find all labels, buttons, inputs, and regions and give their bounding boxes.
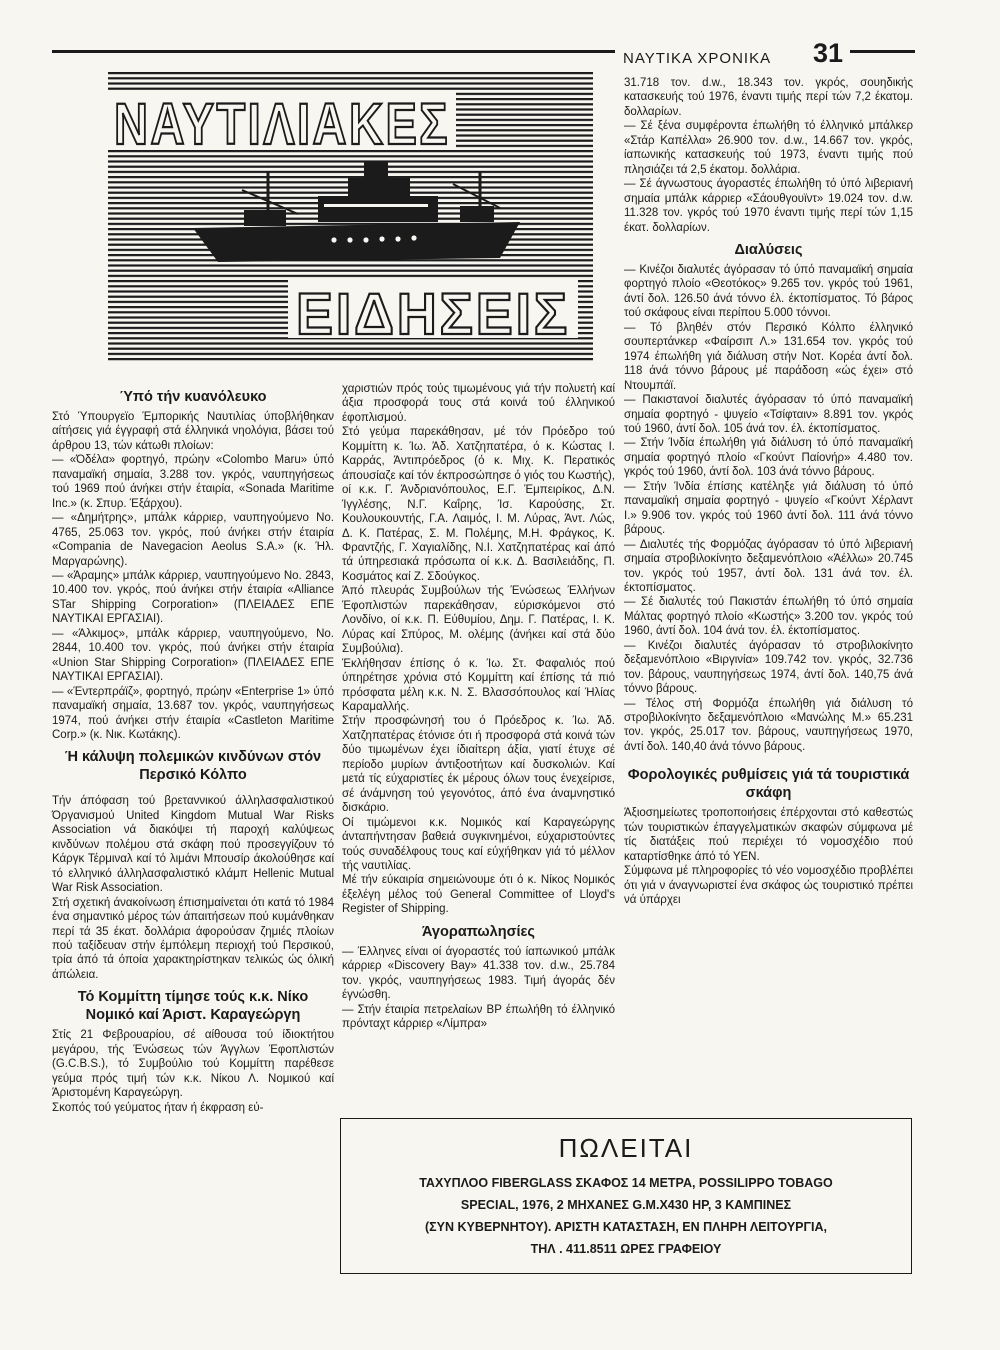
paragraph: — Στήν Ίνδία έπίσης κατέληξε γιά διάλυση τό ύπό παναμαϊκή σημαία φορτηγό - ψυγείο «Γκούντ Χέρλαντ Ι.» 9.906 τον. γκρός τού 1960 άντί δολ. 111 άνά τόννο βάρους. (624, 480, 913, 537)
paragraph: — Τέλος στή Φορμόζα έπωλήθη γιά διάλυση τό στροβιλοκίνητο δεξαμενόπλοιο «Μανώλης Μ.» 65.231 τον. γκρός, 25.017 τον. βάρους, ναυπηγήσεως 1970, άντί δολ. 140,40 άνά τόννο βάρους. (624, 697, 913, 753)
headline-war-risk-cover: Ή κάλυψη πολεμικών κινδύνων στόν Περσικό Κόλπο (64, 749, 322, 784)
paragraph: — «Άραμης» μπάλκ κάρριερ, ναυπηγούμενο Νο. 2843, 10.400 τον. γκρός, πού άνήκει στήν έταιρία «Alliance STar Shipping Corporation» (ΠΛΕΙΑΔΕΣ ΕΠΕ ΝΑΥΤΙΚΑΙ ΕΡΓΑΣΙΑΙ). (52, 569, 334, 626)
article-column-1 (52, 382, 334, 1115)
paragraph: 31.718 τον. d.w., 18.343 τον. γκρός, σουηδικής κατασκευής τού 1976, έναντι τιμής περί τών 7,2 έκατομ. δολλαρίων. (624, 77, 913, 118)
paragraph: — Κινέζοι διαλυτές άγόρασαν τό στροβιλοκίνητο δεξαμενόπλοιο «Βιργινία» 109.742 τον. γκρός, 32.736 τον. βάρους, ναυπηγήσεως 1974, άντί δολ. 140,75 άνά τόννο βάρους. (624, 639, 913, 696)
paragraph: — «Άλκιμος», μπάλκ κάρριερ, ναυπηγούμενο, Νο. 2844, 10.400 τον. γκρός, πού άνήκει στήν έταιρία «Union Star Shipping Corporation» (ΠΛΕΙΑΔΕΣ ΕΠΕ ΝΑΥΤΙΚΑΙ ΕΡΓΑΣΙΑΙ). (52, 627, 334, 684)
paragraph: Άξιοσημείωτες τροποποιήσεις έπέρχονται στό καθεστώς τών τουριστικών έπαγγελματικών σκαφών σύμφωνα μέ τίς διατάξεις πού περιέχει τό νομοσχέδιο πού καταρτίσθηκε άπό τό ΥΕΝ. (624, 807, 913, 863)
headline-committee-honours: Τό Κομμίττη τίμησε τούς κ.κ. Νίκο Νομικό καί Άριστ. Καραγεώργη (77, 989, 309, 1024)
paragraph: — Στήν Ίνδία έπωλήθη γιά διάλυση τό ύπό παναμαϊκή σημαία φορτηγό πλοίο «Γκούντ Παίονήρ» 4.480 τον. γκρός τού 1960, άντί δολ. 103 άνά τόννο βάρους. (624, 437, 913, 479)
paragraph: Οί τιμώμενοι κ.κ. Νομικός καί Καραγεώργης άνταπήντησαν βαθειά συγκινημένοι, εύχαριστούντες τούς συναδέλφους τους καί εύχήθηκαν γιά τό μέλλον τής ναυτιλίας. (342, 816, 615, 872)
article-column-3 (624, 76, 913, 908)
paragraph: Στήν προσφώνησή του ό Πρόεδρος κ. Ίω. Άδ. Χατζηπατέρας έτόνισε ότι ή προσφορά στά κοινά τών δύο τιμωμένων έχει ίδιαίτερη άξία, γιατί έτυχε σέ περίοδο μυρίων άντιξοοτήτων καί δυσκολιών. Καί μετά τίς εύχαριστίες έκ μέρους όλων τους ένεχείρισε, σέ άνάμνηση τού γεγονότος, άπό ένα άναμνηστικό δισκάριο. (342, 715, 615, 815)
for-sale-advertisement (340, 1118, 912, 1274)
paragraph: — Διαλυτές τής Φορμόζας άγόρασαν τό ύπό λιβεριανή σημαία στροβιλοκίνητο δεξαμενόπλοιο «Άέλλω» 20.745 τον. γκρός τού 1957, άντί δολ. 131 άνά τον. έλ. έκτοπίσματος. (624, 538, 913, 594)
paragraph: Έκλήθησαν έπίσης ό κ. Ίω. Στ. Φαφαλιός πού ύπηρέτησε χρόνια στό Κομμίττη καί έπίσης τά πιό πρόσφατα μέλη κ.κ. Ν. Σ. Βλασσόπουλος καί Ήλίας Καραμαλλής. (342, 657, 615, 713)
paragraph: Στή σχετική άνακοίνωση έπισημαίνεται ότι κατά τό 1984 ένα σημαντικό μέρος τών άπαιτήσεων πού κυμάνθηκαν περί τά 35 έκατ. δολλάρια άφορούσαν ζημιές πλοίων πού ταξίδευαν στήν έμπόλεμη περιοχή τού Περσικού, τρία άπό τά όποία χαρακτηρίστηκαν τελικώς ώς όλική άπώλεια. (52, 896, 334, 981)
logo-bottom-word: ΕΙΔΗΣΕΙΣ (296, 282, 570, 347)
paragraph: Τήν άπόφαση τού βρεταννικού άλληλασφαλιστικού Όργανισμού United Kingdom Mutual War Risks Association νά διακόψει τή παροχή καλύψεως κινδύνων πολέμου στά σκάφη πού προσεγγίζουν τό Κάργκ Τέρμιναλ καί τό λιμάνι Μπουσίρ άκολούθησε καί τό ελληνικό άλληλασφαλιστικό κλάμπ Hellenic Mutual War Risk Association. (52, 795, 334, 895)
paragraph: Στό Ύπουργεϊο Έμπορικής Ναυτιλίας ύποβλήθηκαν αίτήσεις γιά έγγραφή στά έλληνικά νηολόγια, βάσει τού άρθρου 13, τών κάτωθι πλοίων: (52, 411, 334, 452)
paragraph: Στίς 21 Φεβρουαρίου, σέ αίθουσα τού ίδιοκτήτου μεγάρου, τής Ένώσεως τών Άγγλων Έφοπλιστών (G.C.B.S.), τό Συμβούλιο τού Κομμίττη παρέθεσε γεύμα πρός τιμή τών κ.κ. Νίκου Λ. Νομικού καί Άριστομένη Καραγεώργη. (52, 1029, 334, 1100)
paragraph: Σύμφωνα μέ πληροφορίες τό νέο νομοσχέδιο προβλέπει ότι γιά ν άναγνωριστεί ένα σκάφος ώς τουριστικό πρέπει νά ύπάρχει (624, 865, 913, 907)
paragraph: Στό γεύμα παρεκάθησαν, μέ τόν Πρόεδρο τού Κομμίττη κ. Ίω. Άδ. Χατζηπατέρα, ό κ. Κώστας Ι. Καρράς, Άντιπρόεδρος (ό κ. Μιχ. Κ. Περατικός άπουσίαζε καί τόν έκπροσώπησε ό γιός του Κωστής), οί κ.κ. Γ. Άνδριανόπουλος, Ε.Γ. Έμπειρίκος, Δ.Ν. Ίγγλέσης, Ν.Γ. Καΐρης, Ίσ. Καρούσης, Στ. Κουλουκουντής, Γ.Α. Λαιμός, Ι. Μ. Λύρας, Άντ. Λώς, Δ. Κ. Πατέρας, Σ. Μ. Πολέμης, Μ.Η. Φράγκος, Κ. Φραντζής, Γ. Χαγιαλίδης, Ν.Ι. Χατζηπατέρας καί άπό τά ύπηρεσιακά πρόσωπα οί κ.κ. Δ. Βασιλειάδης, Π. Κοσμάτος καί Ζ. Σδούγκος. (342, 426, 615, 583)
header-rule-left (52, 50, 615, 53)
headline-tax-regulations: Φορολογικές ρυθμίσεις γιά τά τουριστικά σκάφη (627, 767, 910, 802)
paragraph: — Σέ ξένα συμφέροντα έπωλήθη τό έλληνικό μπάλκερ «Στάρ Καπέλλα» 26.900 τον. d.w., 14.667 τον. γκρός, ίαπωνικής κατασκευής τού 1973, έναντι τιμής πού πλησιάζει τά 2,5 έκατομ. δολλάρια. (624, 120, 913, 176)
paragraph: — Πακιστανοί διαλυτές άγόρασαν τό ύπό παναμαϊκή σημαία φορτηγό - ψυγείο «Τσίφταιν» 8.891 τον. γκρός τού 1960, άντί δολ. 105 άνά τον. έλ. έκτοπίσματος. (624, 394, 913, 435)
header-rule-right (850, 50, 915, 53)
paragraph: Άπό πλευράς Συμβούλων τής Ένώσεως Έλλήνων Έφοπλιστών παρεκάθησαν, εύρισκόμενοι στό Λονδίνο, οί κ.κ. Π. Εύθυμίου, Δημ. Γ. Πατέρας, Ι. Κ. Λύρας καί Σπύρος, Μ. ολέμης (άνήκει καί στά δύο Συμβούλια). (342, 585, 615, 656)
ad-phone: ΤΗΛ . 411.8511 ΩΡΕΣ ΓΡΑΦΕΙΟΥ (530, 1242, 722, 1256)
ad-line: SPECIAL, 1976, 2 ΜΗΧΑΝΕΣ G.M.X430 HP, 3 ΚΑΜΠΙΝΕΣ (460, 1198, 792, 1212)
paragraph: Μέ τήν εύκαιρία σημειώνουμε ότι ό κ. Νίκος Νομικός έξελέγη μέλος τού General Committee of Lloyd's Register of Shipping. (342, 874, 615, 916)
ad-line: (ΣΥΝ ΚΥΒΕΡΝΗΤΟΥ). ΑΡΙΣΤΗ ΚΑΤΑΣΤΑΣΗ, ΕΝ ΠΛΗΡΗ ΛΕΙΤΟΥΡΓΙΑ, (424, 1220, 828, 1234)
logo-top-word: ΝΑΥΤΙΛΙΑΚΕΣ (114, 92, 450, 157)
page-number: 31 (813, 38, 844, 68)
paragraph: Σκοπός τού γεύματος ήταν ή έκφραση εύ- (52, 1101, 264, 1114)
ad-line: ΤΑΧΥΠΛΟΟ FIBERGLASS ΣΚΑΦΟΣ 14 ΜΕΤΡΑ, POSSILIPPO TOBAGO (419, 1176, 833, 1190)
paragraph: — «Όδέλα» φορτηγό, πρώην «Colombo Maru» ύπό παναμαϊκή σημαία, 3.288 τον. γκρός, ναυπηγήσεως τού 1969 πού άνήκει στήν έταιρία, «Sonada Maritime Inc.» (κ. Σπυρ. Έξάρχου). (52, 454, 334, 510)
paragraph: — Σέ άγνωστους άγοραστές έπωλήθη τό ύπό λιβεριανή σημαία μπάλκ κάρριερ «Σάουθγουϊντ» 19.024 τον. d.w. 11.328 τον. γκρός τού 1970 έναντι τιμής περί τών 1,15 έκατ. δολλαρίων. (624, 178, 913, 234)
paragraph: — Στήν έταιρία πετρελαίων ΒΡ έπωλήθη τό έλληνικό πρόνταχτ κάρριερ «Λίμπρα» (342, 1003, 615, 1031)
paragraph: — «Δημήτρης», μπάλκ κάρριερ, ναυπηγούμενο Νο. 4765, 25.063 τον. γκρός, πού άνήκει στήν έταιρία «Compania de Navegacion Aeolus S.A.» (κ. Ήλ. Μαργαρώνης). (52, 512, 334, 568)
headline-blue-white-flag: Ύπό τήν κυανόλευκο (119, 389, 267, 405)
ad-title: ΠΩΛΕΙΤΑΙ (558, 1133, 694, 1163)
article-column-2 (342, 382, 615, 1031)
header-section-title: ΝΑΥΤΙΚΑ ΧΡΟΝΙΚΑ (623, 50, 772, 67)
paragraph: — «Έντερπράϊζ», φορτηγό, πρώην «Enterprise 1» ύπό παναμαϊκή σημαία, 13.687 τον. γκρός, ναυπηγήσεως 1974, πού άνήκει στήν έταιρία «Castleton Maritime Corp.» (κ. Νικ. Κωτάκης). (52, 685, 334, 741)
paragraph: — Τό βληθέν στόν Περσικό Κόλπο έλληνικό σουπερτάνκερ «Φαίρσιπ Λ.» 131.654 τον. γκρός τού 1974 έπωλήθη γιά διάλυση στήν Νοτ. Κορέα άντί δολ. 118 άνά τόννο βάρους μέ παράδοση «ώς έχει» στό Ντουμπάϊ. (624, 321, 913, 392)
headline-sales-purchases: Άγοραπωλησίες (422, 923, 535, 940)
paragraph: — Κινέζοι διαλυτές άγόρασαν τό ύπό παναμαϊκή σημαία φορτηγό πλοίο «Θεοτόκος» 9.265 τον. γκρός τού 1961, άντί δολ. 126.50 άνά τόννο έλ. έκτοπίσματος. Τό βάρος τού σκάφους είναι περίπου 5.000 τόννοι. (624, 263, 913, 320)
paragraph: χαριστιών πρός τούς τιμωμένους γιά τήν πολυετή καί άξια προσφορά τους στά κοινά τού έλληνικού έφοπλισμού. (342, 383, 615, 424)
paragraph: — Έλληνες είναι οί άγοραστές τού ίαπωνικού μπάλκ κάρριερ «Discovery Bay» 41.338 τον. d.w., 25.784 τον. γκρός, ναυπηγήσεως 1983. Τιμή άγοράς δέν έγνώσθη. (342, 945, 615, 1002)
paragraph: — Σέ διαλυτές τού Πακιστάν έπωλήθη τό ύπό σημαία Μάλτας φορτηγό πλοίο «Κωστής» 3.200 τον. γκρός τού 1960, άντί δολ. 104 άνά τον. έλ. έκτοπίσματος. (624, 596, 913, 638)
headline-demolitions: Διαλύσεις (734, 241, 803, 258)
nautical-news-logo (108, 72, 593, 362)
